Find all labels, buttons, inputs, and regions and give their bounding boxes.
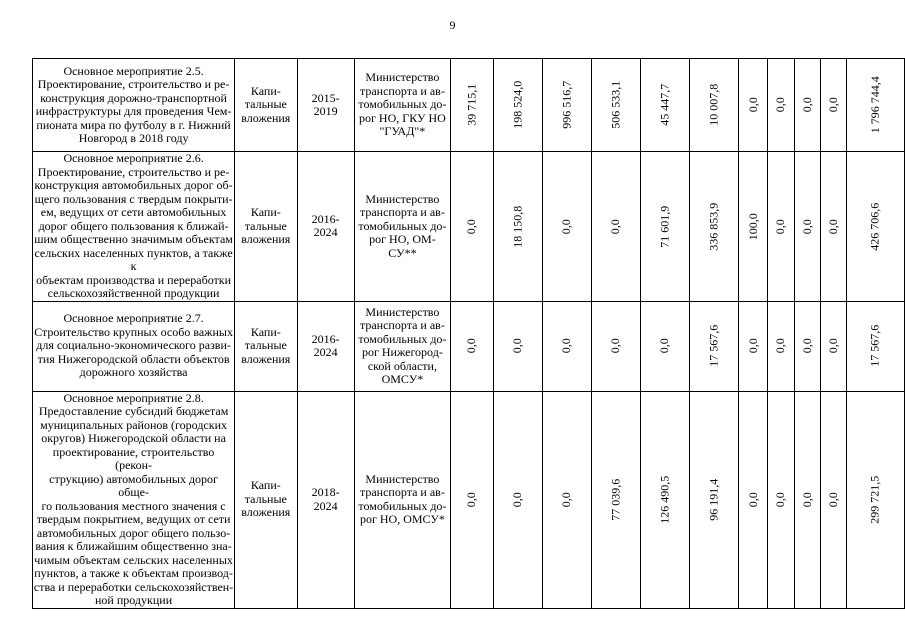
funding-value: 0,0 bbox=[773, 492, 788, 507]
year-value-cell bbox=[493, 391, 542, 608]
funding-value: 39 715,1 bbox=[464, 84, 479, 126]
funding-value: 0,0 bbox=[464, 492, 479, 507]
funding-value: 0,0 bbox=[464, 218, 479, 234]
year-value-cell bbox=[591, 391, 640, 608]
measure-description: Основное мероприятие 2.8. Предоставление субсидий бюджетам муниципальных районов (городских округов) Нижегородской области на проектирование, строительство (рекон- струкцию) автомобильных дорог обще- го пользования местного значения с твердым покрытием, ведущих от сети автомобильных дорог общего пользо- вания к ближайшим общественно зна- чимым объектам сельских населенных пунктов, а также к объектам производ- ства и переработки сельскохозяйствен- ной продукции bbox=[33, 390, 234, 607]
table-row bbox=[33, 59, 905, 152]
year-value-cell bbox=[640, 59, 689, 152]
funding-value: 0,0 bbox=[608, 218, 623, 234]
measure-description: Основное мероприятие 2.5. Проектирование, строительство и ре- конструкция дорожно-транспортной инфраструктуры для проведения Чем- пионата мира по футболу в г. Нижний Новгород в 2018 году bbox=[33, 59, 235, 152]
funding-value: 77 039,6 bbox=[608, 478, 623, 521]
funding-value: 0,0 bbox=[559, 218, 574, 234]
year-value-cell bbox=[820, 152, 846, 302]
year-value-cell bbox=[542, 152, 591, 302]
table-row bbox=[33, 301, 905, 391]
funding-value: 18 150,8 bbox=[510, 205, 525, 248]
year-value-cell bbox=[820, 59, 846, 152]
year-value-cell bbox=[450, 152, 493, 302]
year-value-cell bbox=[738, 391, 767, 608]
year-value-cell bbox=[591, 152, 640, 302]
year-value-cell bbox=[794, 391, 820, 608]
funding-value: 0,0 bbox=[773, 338, 788, 354]
measures-table bbox=[32, 58, 905, 609]
year-value-cell bbox=[542, 391, 591, 608]
year-value-cell bbox=[768, 59, 794, 152]
funding-value: 0,0 bbox=[799, 492, 814, 507]
year-value-cell bbox=[689, 301, 738, 391]
year-value-cell bbox=[493, 301, 542, 391]
year-value-cell bbox=[493, 59, 542, 152]
funding-value: 0,0 bbox=[559, 492, 574, 507]
funding-value: 996 516,7 bbox=[559, 81, 574, 129]
funding-value: 1 796 744,4 bbox=[867, 76, 882, 134]
funding-value: 0,0 bbox=[799, 97, 814, 113]
year-value-cell bbox=[689, 391, 738, 608]
funding-value: 0,0 bbox=[825, 97, 840, 113]
funding-value: 198 524,0 bbox=[510, 81, 525, 129]
year-value-cell bbox=[689, 59, 738, 152]
total-value-cell bbox=[846, 391, 904, 608]
year-value-cell bbox=[689, 152, 738, 302]
page-number: 9 bbox=[449, 18, 456, 32]
funding-value: 426 706,6 bbox=[867, 202, 882, 251]
funding-value: 17 567,6 bbox=[867, 325, 882, 367]
funding-value: 0,0 bbox=[745, 338, 760, 354]
funding-value: 0,0 bbox=[745, 97, 760, 113]
year-value-cell bbox=[450, 391, 493, 608]
year-value-cell bbox=[794, 152, 820, 302]
expense-category: Капи- тальные вложения bbox=[235, 152, 297, 302]
funding-value: 17 567,6 bbox=[706, 325, 721, 367]
total-value-cell bbox=[846, 59, 904, 152]
funding-value: 0,0 bbox=[510, 338, 525, 354]
year-value-cell bbox=[450, 59, 493, 152]
table-row bbox=[33, 152, 905, 302]
funding-value: 100,0 bbox=[745, 212, 760, 240]
expense-category: Капи- тальные вложения bbox=[235, 59, 297, 152]
funding-value: 45 447,7 bbox=[657, 84, 672, 126]
funding-value: 10 007,8 bbox=[706, 84, 721, 126]
year-value-cell bbox=[591, 59, 640, 152]
implementation-period: 2015- 2019 bbox=[297, 59, 354, 152]
funding-value: 0,0 bbox=[825, 218, 840, 234]
funding-value: 0,0 bbox=[745, 492, 760, 507]
funding-value: 0,0 bbox=[799, 218, 814, 234]
total-value-cell bbox=[846, 301, 904, 391]
year-value-cell bbox=[640, 391, 689, 608]
funding-value: 71 601,9 bbox=[657, 205, 672, 248]
year-value-cell bbox=[493, 152, 542, 302]
responsible-executor: Министерство транспорта и ав- томобильных до- рог НО, ОМСУ* bbox=[354, 391, 450, 608]
funding-value: 0,0 bbox=[773, 218, 788, 234]
year-value-cell bbox=[738, 301, 767, 391]
year-value-cell bbox=[640, 152, 689, 302]
funding-value: 336 853,9 bbox=[706, 202, 721, 251]
funding-value: 0,0 bbox=[608, 338, 623, 354]
funding-value: 0,0 bbox=[657, 338, 672, 354]
year-value-cell bbox=[591, 301, 640, 391]
funding-value: 0,0 bbox=[825, 492, 840, 507]
funding-value: 96 191,4 bbox=[706, 478, 721, 521]
year-value-cell bbox=[794, 301, 820, 391]
measure-description: Основное мероприятие 2.6. Проектирование, строительство и ре- конструкция автомобильных дорог об- щего пользования с твердым покрыти- ем, ведущих от сети автомобильных дорог общего пользования к ближай- шим общественно значимым объектам сельских населенных пунктов, а также к объектам производства и переработки сельскохозяйственной продукции bbox=[34, 151, 233, 300]
funding-value: 0,0 bbox=[510, 492, 525, 507]
responsible-executor: Министерство транспорта и ав- томобильных до- рог Нижегород- ской области, ОМСУ* bbox=[354, 301, 450, 391]
table-row bbox=[33, 391, 905, 608]
implementation-period: 2016- 2024 bbox=[297, 301, 354, 391]
year-value-cell bbox=[738, 59, 767, 152]
funding-value: 0,0 bbox=[799, 338, 814, 354]
year-value-cell bbox=[794, 59, 820, 152]
funding-value: 506 533,1 bbox=[608, 81, 623, 129]
implementation-period: 2016- 2024 bbox=[297, 152, 354, 302]
funding-value: 299 721,5 bbox=[867, 475, 882, 524]
responsible-executor: Министерство транспорта и ав- томобильных до- рог НО, ГКУ НО "ГУАД"* bbox=[354, 59, 450, 152]
implementation-period: 2018- 2024 bbox=[297, 391, 354, 608]
funding-value: 0,0 bbox=[773, 97, 788, 113]
responsible-executor: Министерство транспорта и ав- томобильных до- рог НО, ОМ- СУ** bbox=[354, 152, 450, 302]
expense-category: Капи- тальные вложения bbox=[235, 391, 297, 608]
funding-value: 0,0 bbox=[464, 338, 479, 354]
year-value-cell bbox=[820, 391, 846, 608]
funding-value: 0,0 bbox=[825, 338, 840, 354]
year-value-cell bbox=[640, 301, 689, 391]
funding-value: 0,0 bbox=[559, 338, 574, 354]
year-value-cell bbox=[768, 301, 794, 391]
measure-description: Основное мероприятие 2.7. Строительство крупных особо важных для социально-экономического разви- тия Нижегородской области объектов дорожного хозяйства bbox=[33, 301, 235, 391]
year-value-cell bbox=[768, 152, 794, 302]
expense-category: Капи- тальные вложения bbox=[235, 301, 297, 391]
year-value-cell bbox=[738, 152, 767, 302]
year-value-cell bbox=[820, 301, 846, 391]
year-value-cell bbox=[542, 301, 591, 391]
total-value-cell bbox=[846, 152, 904, 302]
funding-value: 126 490,5 bbox=[657, 475, 672, 524]
year-value-cell bbox=[768, 391, 794, 608]
year-value-cell bbox=[450, 301, 493, 391]
year-value-cell bbox=[542, 59, 591, 152]
